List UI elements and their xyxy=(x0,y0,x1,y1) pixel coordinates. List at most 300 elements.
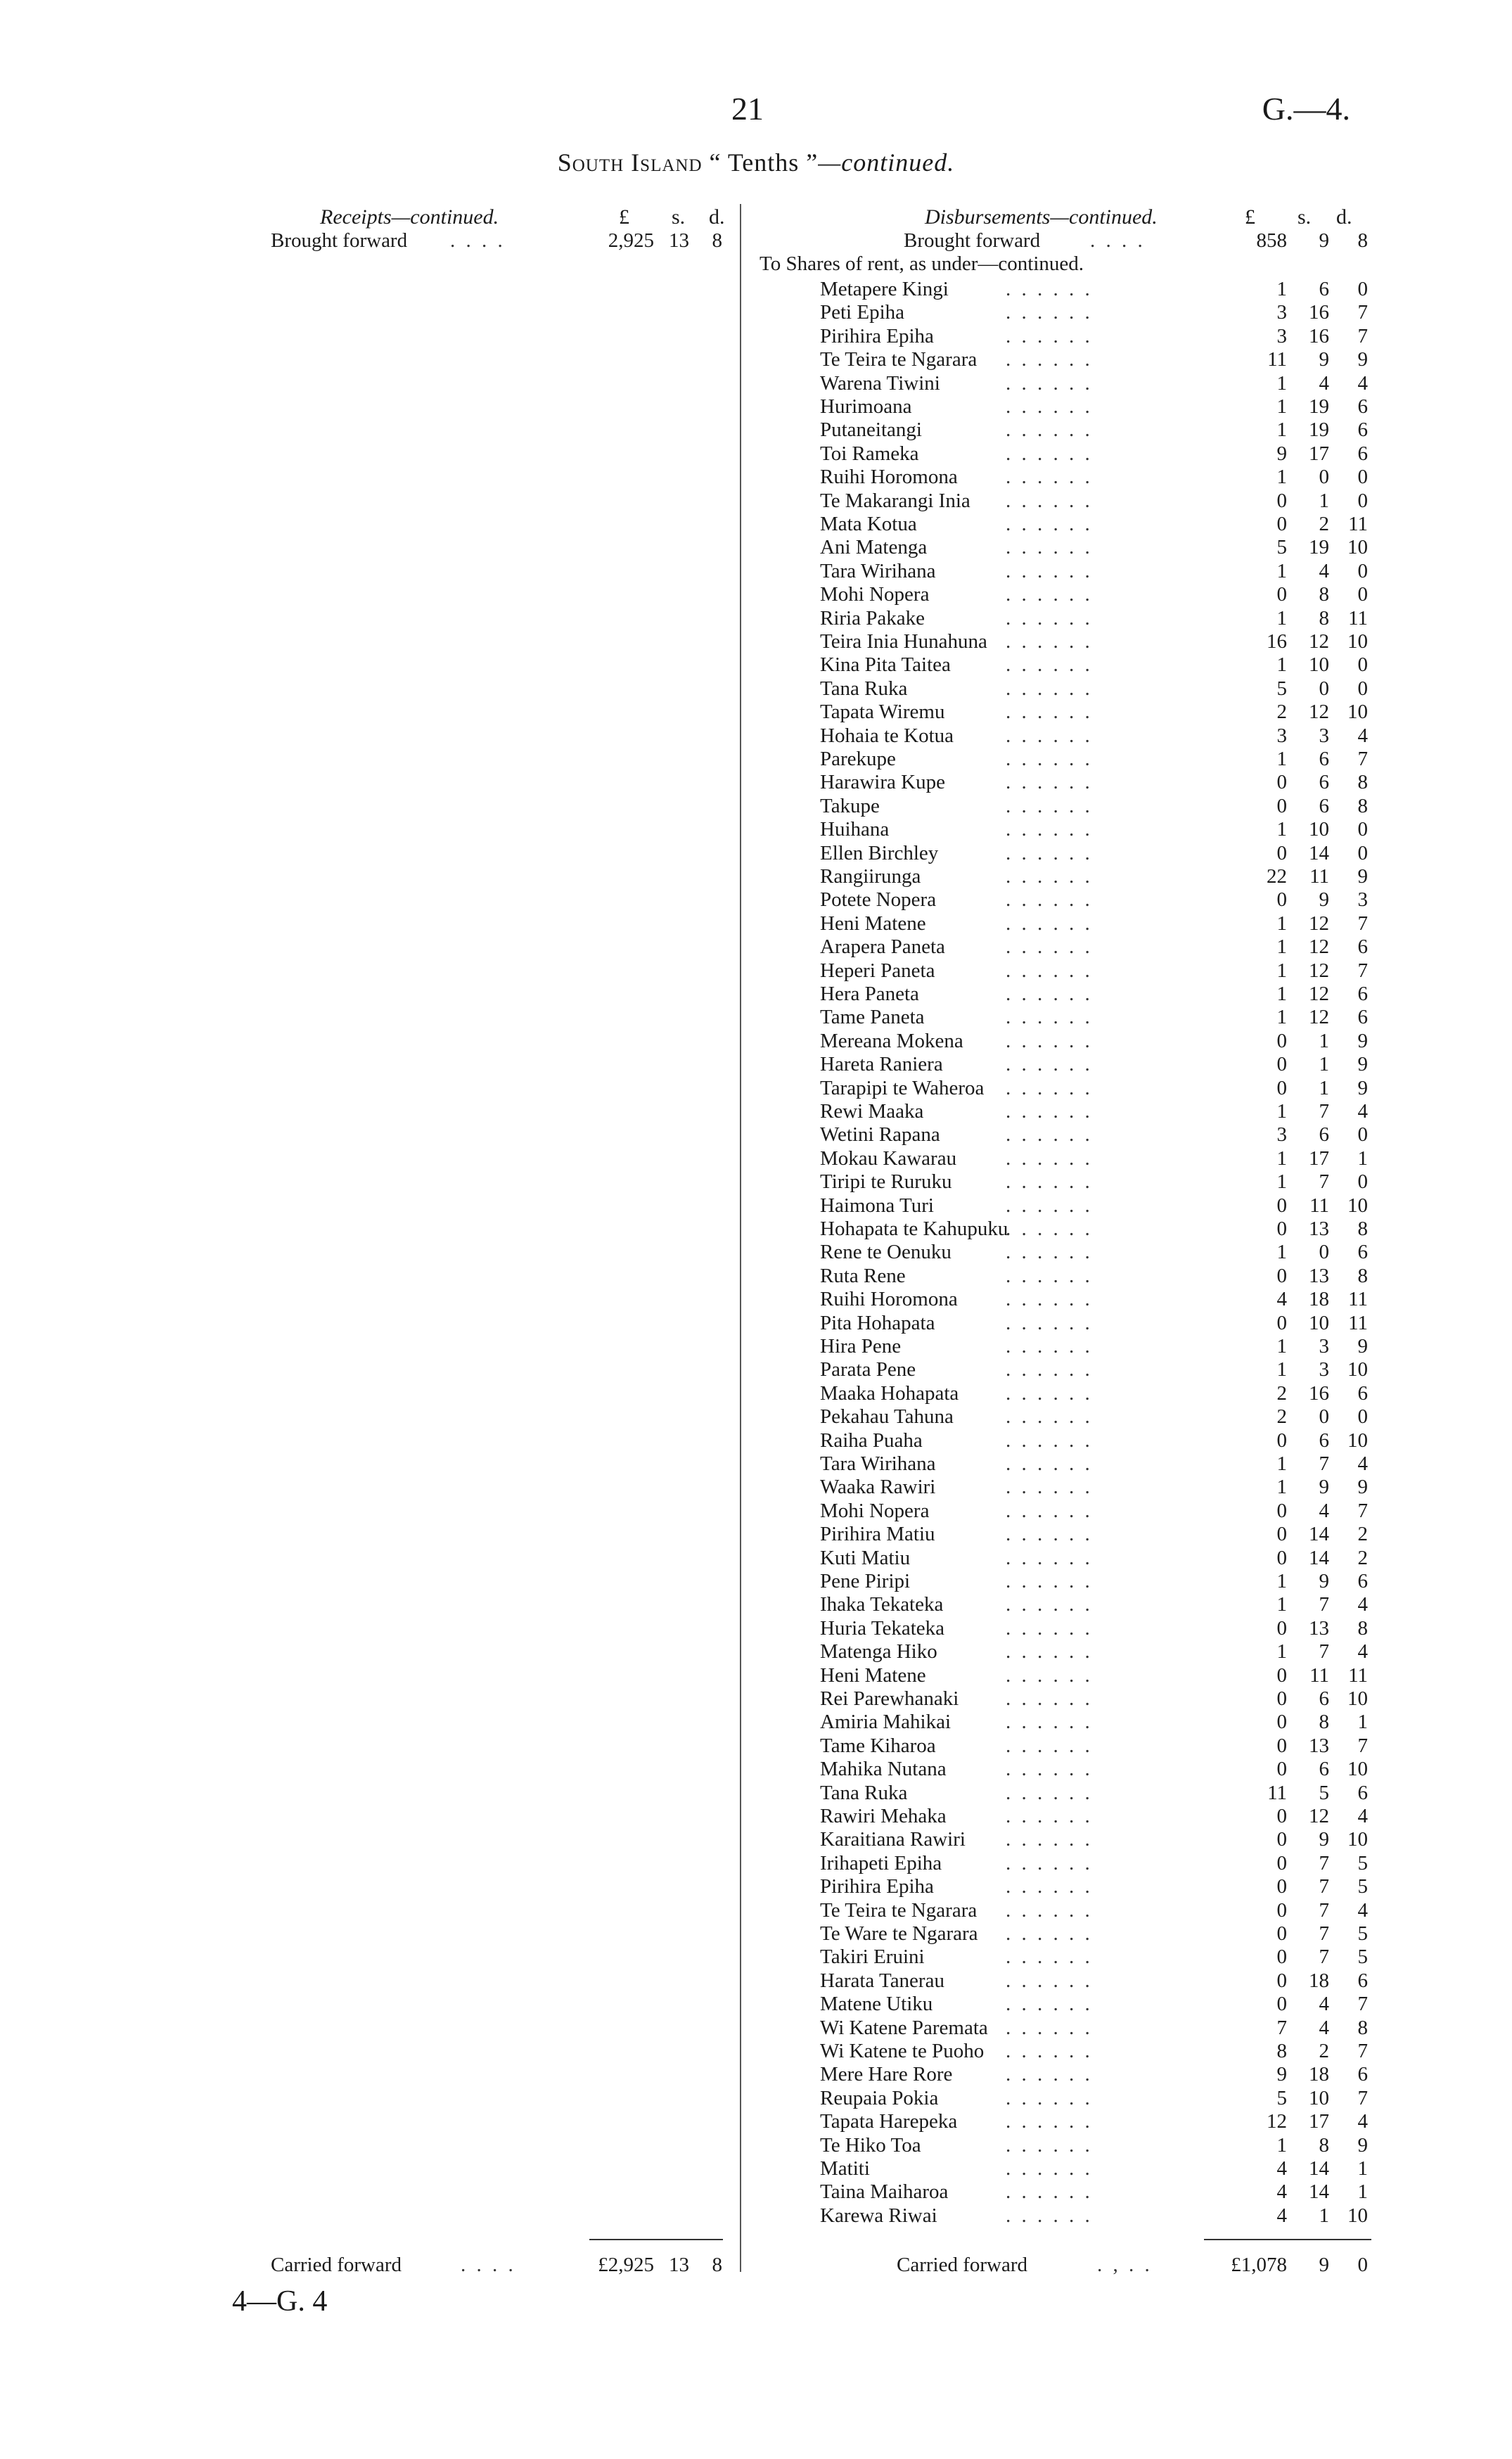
pounds-value: 0 xyxy=(1276,1194,1287,1217)
disbursement-row xyxy=(745,325,1512,348)
payee-name: Putaneitangi xyxy=(820,419,922,442)
pounds-value: 0 xyxy=(1276,1076,1287,1099)
leader-dots: . . . . . . xyxy=(1006,2157,1093,2180)
pence-value: 0 xyxy=(1357,583,1368,606)
pence-value: 0 xyxy=(1357,841,1368,864)
leader-dots: . . . . . . xyxy=(1006,1241,1093,1264)
shillings-value: 3 xyxy=(1319,1335,1329,1358)
leader-dots: . . . . . . xyxy=(1006,395,1093,418)
shillings-value: 1 xyxy=(1319,1029,1329,1052)
pence-value: 9 xyxy=(1357,1076,1368,1099)
pence-value: 10 xyxy=(1347,1758,1368,1781)
pence-value: 7 xyxy=(1357,1734,1368,1757)
leader-dots: . . . . . . xyxy=(1006,301,1093,324)
pence-value: 0 xyxy=(1357,466,1368,489)
disbursement-row xyxy=(745,536,1512,559)
pounds-value: 1 xyxy=(1276,2133,1287,2157)
leader-dots: . . . . . . xyxy=(1006,559,1093,582)
pounds-value: 0 xyxy=(1276,794,1287,817)
leader-dots: . . . . . . xyxy=(1006,1546,1093,1569)
payee-name: Tapata Wiremu xyxy=(820,701,945,724)
leader-dots: . . . . . . xyxy=(1006,1429,1093,1452)
pence-value: 2 xyxy=(1357,1546,1368,1569)
shillings-value: 6 xyxy=(1319,748,1329,770)
disbursement-row xyxy=(745,2063,1512,2086)
pence-value: 1 xyxy=(1357,1147,1368,1170)
payee-name: Kina Pita Taitea xyxy=(820,653,951,677)
leader-dots: . . . . . . xyxy=(1006,606,1093,630)
pounds-value: 22 xyxy=(1267,865,1287,888)
pence-value: 2 xyxy=(1357,1523,1368,1546)
pence-value: 6 xyxy=(1357,983,1368,1005)
pounds-value: 11 xyxy=(1267,348,1287,371)
pence-value: 9 xyxy=(1357,1029,1368,1052)
payee-name: Matiti xyxy=(820,2157,870,2180)
leader-dots: . . . . . . xyxy=(1006,1476,1093,1499)
disbursement-row xyxy=(745,1687,1512,1711)
disbursement-row xyxy=(745,1405,1512,1429)
disbursements-brought-forward-label: Brought forward xyxy=(904,229,1041,252)
pence-value: 1 xyxy=(1357,2180,1368,2204)
pence-value: 7 xyxy=(1357,2040,1368,2062)
pounds-value: 0 xyxy=(1276,1311,1287,1334)
leader-dots: . . . . . . xyxy=(1006,1452,1093,1475)
payee-name: Rewi Maaka xyxy=(820,1100,924,1123)
shillings-value: 14 xyxy=(1309,2180,1329,2204)
disbursement-row xyxy=(745,2110,1512,2133)
disbursement-row xyxy=(745,1782,1512,1805)
pounds-value: 0 xyxy=(1276,1264,1287,1287)
pence-value: 9 xyxy=(1357,348,1368,371)
shillings-value: 16 xyxy=(1309,1381,1329,1405)
shillings-value: 7 xyxy=(1319,1946,1329,1969)
shillings-value: 4 xyxy=(1319,1993,1329,2016)
receipts-brought-forward-shillings: 13 xyxy=(669,229,689,252)
payee-name: Matenga Hiko xyxy=(820,1640,937,1663)
pence-value: 4 xyxy=(1357,1640,1368,1663)
disbursement-row xyxy=(745,1570,1512,1593)
disbursement-row xyxy=(745,1852,1512,1875)
receipts-total-rule xyxy=(589,2239,723,2240)
pounds-value: 1 xyxy=(1276,983,1287,1005)
pounds-value: 1 xyxy=(1276,395,1287,418)
payee-name: Kuti Matiu xyxy=(820,1546,911,1569)
shillings-value: 6 xyxy=(1319,1429,1329,1452)
payee-name: Parata Pene xyxy=(820,1358,916,1381)
shillings-value: 19 xyxy=(1309,536,1329,559)
disbursement-row xyxy=(745,301,1512,324)
disbursement-row xyxy=(745,278,1512,301)
disbursement-row xyxy=(745,1241,1512,1264)
shillings-value: 9 xyxy=(1319,1828,1329,1851)
pounds-value: 1 xyxy=(1276,1335,1287,1358)
pounds-value: 0 xyxy=(1276,1218,1287,1240)
payee-name: Matene Utiku xyxy=(820,1993,933,2016)
pence-value: 4 xyxy=(1357,2110,1368,2133)
pence-value: 8 xyxy=(1357,771,1368,794)
disbursement-row xyxy=(745,748,1512,771)
section-title-suffix: —continued. xyxy=(818,148,955,177)
disbursement-row xyxy=(745,795,1512,818)
leader-dots: . . . . . . xyxy=(1006,1335,1093,1358)
leader-dots: . . . . . . xyxy=(1006,1734,1093,1757)
leader-dots: . . . . . . xyxy=(1006,1029,1093,1052)
pence-value: 11 xyxy=(1348,1663,1368,1687)
pence-value: 0 xyxy=(1357,1123,1368,1147)
payee-name: Mata Kotua xyxy=(820,513,917,535)
leader-dots: . . . . . . xyxy=(1006,1570,1093,1592)
payee-name: Hurimoana xyxy=(820,395,912,418)
pounds-value: 11 xyxy=(1267,1781,1287,1804)
disbursement-row xyxy=(745,442,1512,466)
payee-name: Ellen Birchley xyxy=(820,841,939,864)
shillings-value: 1 xyxy=(1319,1076,1329,1099)
payee-name: Mohi Nopera xyxy=(820,583,930,606)
payee-name: Wi Katene te Puoho xyxy=(820,2040,985,2062)
shillings-value: 1 xyxy=(1319,1053,1329,1076)
receipts-carried-forward-row xyxy=(0,2254,738,2277)
disbursement-row xyxy=(745,1170,1512,1194)
payee-name: Heni Matene xyxy=(820,912,926,935)
payee-name: Waaka Rawiri xyxy=(820,1476,936,1499)
shillings-value: 8 xyxy=(1319,1711,1329,1734)
receipts-carried-forward-pounds: £2,925 xyxy=(598,2254,654,2276)
leader-dots: . . . . . . xyxy=(1006,324,1093,347)
disbursement-row xyxy=(745,630,1512,653)
footer-code: 4—G. 4 xyxy=(232,2285,328,2318)
leader-dots: . . . . . . xyxy=(1006,583,1093,606)
payee-name: Metapere Kingi xyxy=(820,278,949,300)
payee-name: Hira Pene xyxy=(820,1335,902,1358)
pounds-value: 0 xyxy=(1276,1663,1287,1687)
leader-dots: . . . . . . xyxy=(1006,1593,1093,1616)
shillings-value: 7 xyxy=(1319,1922,1329,1945)
payee-name: Karewa Riwai xyxy=(820,2204,937,2227)
shillings-value: 1 xyxy=(1319,2204,1329,2227)
leader-dots: . . . . . . xyxy=(1006,677,1093,700)
receipts-brought-forward-pounds: 2,925 xyxy=(608,229,654,252)
shillings-value: 9 xyxy=(1319,348,1329,371)
disbursement-row xyxy=(745,1335,1512,1358)
leader-dots: . . . . . . xyxy=(1006,1851,1093,1874)
disbursement-row xyxy=(745,1147,1512,1170)
disbursement-row xyxy=(745,865,1512,888)
leader-dots: . . . . . . xyxy=(1006,1264,1093,1287)
pounds-value: 2 xyxy=(1276,701,1287,724)
payee-name: Huihana xyxy=(820,818,890,841)
payee-name: Pita Hohapata xyxy=(820,1311,935,1334)
disbursement-row xyxy=(745,1030,1512,1053)
shillings-value: 7 xyxy=(1319,1170,1329,1194)
pounds-value: 1 xyxy=(1276,1593,1287,1616)
disbursements-carried-forward-label: Carried forward xyxy=(897,2254,1027,2276)
leader-dots: . . . . . . xyxy=(1006,1663,1093,1687)
payee-name: Hohaia te Kotua xyxy=(820,724,954,747)
shillings-value: 6 xyxy=(1319,1758,1329,1781)
shares-of-rent-label: To Shares of rent, as under—continued. xyxy=(760,253,1084,275)
pounds-value: 4 xyxy=(1276,2157,1287,2180)
payee-name: Taina Maiharoa xyxy=(820,2180,949,2204)
shillings-value: 13 xyxy=(1309,1218,1329,1240)
pounds-value: 0 xyxy=(1276,1993,1287,2016)
pounds-value: 4 xyxy=(1276,2180,1287,2204)
leader-dots: . . . . . . xyxy=(1006,724,1093,747)
shillings-value: 4 xyxy=(1319,1499,1329,1522)
disbursements-brought-forward-shillings: 9 xyxy=(1319,229,1329,252)
disbursement-row xyxy=(745,1899,1512,1922)
disbursement-row xyxy=(745,1382,1512,1405)
pence-value: 7 xyxy=(1357,324,1368,347)
disbursement-row xyxy=(745,1805,1512,1828)
pence-value: 4 xyxy=(1357,724,1368,747)
shillings-value: 9 xyxy=(1319,888,1329,912)
disbursements-carried-forward-row xyxy=(745,2254,1512,2277)
shillings-value: 11 xyxy=(1309,1663,1329,1687)
payee-name: Toi Rameka xyxy=(820,442,919,465)
disbursement-row xyxy=(745,983,1512,1006)
leader-dots: . . . . . . xyxy=(1006,1053,1093,1076)
disbursements-total-rule xyxy=(1204,2239,1371,2240)
disbursement-row xyxy=(745,1077,1512,1100)
disbursement-row xyxy=(745,2180,1512,2204)
disbursement-row xyxy=(745,1476,1512,1499)
pounds-value: 0 xyxy=(1276,1969,1287,1992)
pence-value: 6 xyxy=(1357,2063,1368,2086)
shillings-value: 10 xyxy=(1309,818,1329,841)
leader-dots: . . . . . . xyxy=(1006,1898,1093,1922)
disbursement-row xyxy=(745,1523,1512,1546)
pence-value: 7 xyxy=(1357,1499,1368,1522)
leader-dots: . . . . . . xyxy=(1006,371,1093,395)
leader-dots: . . . . . . xyxy=(1006,1381,1093,1405)
payee-name: Mere Hare Rore xyxy=(820,2063,953,2086)
column-divider xyxy=(740,204,741,2272)
pounds-value: 1 xyxy=(1276,748,1287,770)
payee-name: Riria Pakake xyxy=(820,606,925,630)
pence-value: 8 xyxy=(1357,1616,1368,1640)
receipts-carried-forward-shillings: 13 xyxy=(669,2254,689,2276)
disbursement-row xyxy=(745,2017,1512,2040)
disbursement-row xyxy=(745,1735,1512,1758)
pence-value: 6 xyxy=(1357,395,1368,418)
pounds-value: 0 xyxy=(1276,1828,1287,1851)
disbursement-row xyxy=(745,560,1512,583)
disbursement-row xyxy=(745,583,1512,606)
shillings-value: 8 xyxy=(1319,2133,1329,2157)
pounds-value: 0 xyxy=(1276,1758,1287,1781)
disbursements-shillings-col: s. xyxy=(1298,205,1312,229)
pounds-value: 1 xyxy=(1276,912,1287,935)
pence-value: 8 xyxy=(1357,794,1368,817)
pence-value: 7 xyxy=(1357,748,1368,770)
leader-dots: . . . . . . xyxy=(1006,536,1093,559)
leader-dots: . . . . . . xyxy=(1006,442,1093,465)
payee-name: Potete Nopera xyxy=(820,888,937,912)
disbursement-row xyxy=(745,677,1512,701)
disbursement-row xyxy=(745,1194,1512,1218)
shillings-value: 3 xyxy=(1319,724,1329,747)
shillings-value: 12 xyxy=(1309,935,1329,959)
pence-value: 5 xyxy=(1357,1851,1368,1874)
pounds-value: 0 xyxy=(1276,1523,1287,1546)
disbursement-row xyxy=(745,1969,1512,1993)
payee-name: Rangiirunga xyxy=(820,865,921,888)
payee-name: Wetini Rapana xyxy=(820,1123,940,1147)
leader-dots: . . . . . . xyxy=(1006,1170,1093,1194)
section-title xyxy=(0,148,1512,177)
disbursement-row xyxy=(745,1922,1512,1946)
leader-dots: . . . . . . xyxy=(1006,701,1093,724)
pounds-value: 1 xyxy=(1276,371,1287,395)
pounds-value: 3 xyxy=(1276,1123,1287,1147)
shillings-value: 6 xyxy=(1319,771,1329,794)
pence-value: 1 xyxy=(1357,1711,1368,1734)
shillings-value: 12 xyxy=(1309,701,1329,724)
shillings-value: 12 xyxy=(1309,630,1329,653)
pounds-value: 0 xyxy=(1276,1499,1287,1522)
disbursement-row xyxy=(745,842,1512,865)
shillings-value: 19 xyxy=(1309,419,1329,442)
disbursement-row xyxy=(745,490,1512,513)
leader-dots: . . . . . . xyxy=(1006,1499,1093,1522)
receipts-shillings-col: s. xyxy=(672,205,686,229)
pence-value: 4 xyxy=(1357,1805,1368,1827)
shillings-value: 13 xyxy=(1309,1734,1329,1757)
disbursement-row xyxy=(745,1218,1512,1241)
pounds-value: 2 xyxy=(1276,1405,1287,1429)
pence-value: 9 xyxy=(1357,1476,1368,1499)
pence-value: 10 xyxy=(1347,1687,1368,1710)
payee-name: Hohapata te Kahupuku xyxy=(820,1218,1008,1240)
shillings-value: 12 xyxy=(1309,912,1329,935)
section-title-quoted: “ Tenths ” xyxy=(709,148,819,177)
disbursement-row xyxy=(745,724,1512,748)
pence-value: 7 xyxy=(1357,912,1368,935)
leader-dots: . . . . . . xyxy=(1006,2180,1093,2204)
disbursement-row xyxy=(745,1452,1512,1476)
shillings-value: 6 xyxy=(1319,1687,1329,1710)
payee-name: Rei Parewhanaki xyxy=(820,1687,959,1710)
pence-value: 10 xyxy=(1347,1194,1368,1217)
shillings-value: 10 xyxy=(1309,1311,1329,1334)
leader-dots: . . . . . . xyxy=(1006,1006,1093,1029)
disbursement-row xyxy=(745,1711,1512,1734)
payee-name: Tiripi te Ruruku xyxy=(820,1170,952,1194)
payee-name: Haimona Turi xyxy=(820,1194,934,1217)
payee-name: Heni Matene xyxy=(820,1663,926,1687)
disbursement-row xyxy=(745,888,1512,912)
pounds-value: 0 xyxy=(1276,1946,1287,1969)
receipts-carried-forward-dots: . . . . xyxy=(461,2254,516,2276)
disbursement-row xyxy=(745,1288,1512,1311)
leader-dots: . . . . . . xyxy=(1006,1805,1093,1827)
leader-dots: . . . . . . xyxy=(1006,1969,1093,1992)
disbursement-row xyxy=(745,1500,1512,1523)
pounds-value: 1 xyxy=(1276,1452,1287,1475)
disbursement-row xyxy=(745,701,1512,724)
pence-value: 6 xyxy=(1357,1241,1368,1264)
pounds-value: 0 xyxy=(1276,513,1287,535)
leader-dots: . . . . . . xyxy=(1006,983,1093,1005)
payee-name: Amiria Mahikai xyxy=(820,1711,952,1734)
pence-value: 8 xyxy=(1357,1218,1368,1240)
receipts-carried-forward-pence: 8 xyxy=(712,2254,722,2276)
pence-value: 0 xyxy=(1357,489,1368,512)
leader-dots: . . . . . . xyxy=(1006,959,1093,982)
pounds-value: 8 xyxy=(1276,2040,1287,2062)
leader-dots: . . . . . . xyxy=(1006,489,1093,512)
shillings-value: 0 xyxy=(1319,1241,1329,1264)
payee-name: Harawira Kupe xyxy=(820,771,945,794)
disbursement-row xyxy=(745,1265,1512,1288)
disbursement-row xyxy=(745,2040,1512,2063)
pounds-value: 12 xyxy=(1267,2110,1287,2133)
shillings-value: 7 xyxy=(1319,1593,1329,1616)
disbursement-row xyxy=(745,1429,1512,1452)
disbursement-row xyxy=(745,348,1512,371)
leader-dots: . . . . . . xyxy=(1006,1687,1093,1710)
receipts-pounds-col: £ xyxy=(619,205,629,229)
pounds-value: 1 xyxy=(1276,1241,1287,1264)
pounds-value: 0 xyxy=(1276,1851,1287,1874)
leader-dots: . . . . . . xyxy=(1006,630,1093,653)
payee-name: Takupe xyxy=(820,794,880,817)
shillings-value: 16 xyxy=(1309,301,1329,324)
pounds-value: 0 xyxy=(1276,888,1287,912)
payee-name: Te Makarangi Inia xyxy=(820,489,970,512)
leader-dots: . . . . . . xyxy=(1006,1147,1093,1170)
pounds-value: 0 xyxy=(1276,489,1287,512)
payee-name: Ani Matenga xyxy=(820,536,928,559)
disbursements-pence-col: d. xyxy=(1336,205,1352,229)
payee-name: Ihaka Tekateka xyxy=(820,1593,944,1616)
disbursement-row xyxy=(745,2204,1512,2228)
payee-name: Mereana Mokena xyxy=(820,1029,963,1052)
leader-dots: . . . . . . xyxy=(1006,1616,1093,1640)
pence-value: 5 xyxy=(1357,1922,1368,1945)
shillings-value: 5 xyxy=(1319,1781,1329,1804)
shillings-value: 17 xyxy=(1309,1147,1329,1170)
pence-value: 10 xyxy=(1347,536,1368,559)
pounds-value: 1 xyxy=(1276,1006,1287,1029)
shillings-value: 10 xyxy=(1309,2086,1329,2109)
leader-dots: . . . . . . xyxy=(1006,1405,1093,1429)
pounds-value: 1 xyxy=(1276,1358,1287,1381)
pence-value: 11 xyxy=(1348,513,1368,535)
shillings-value: 18 xyxy=(1309,2063,1329,2086)
pounds-value: 3 xyxy=(1276,301,1287,324)
payee-name: Tana Ruka xyxy=(820,677,908,700)
pence-value: 11 xyxy=(1348,1311,1368,1334)
pence-value: 9 xyxy=(1357,865,1368,888)
pence-value: 6 xyxy=(1357,1006,1368,1029)
disbursement-row xyxy=(745,959,1512,983)
payee-name: Te Ware te Ngarara xyxy=(820,1922,978,1945)
leader-dots: . . . . . . xyxy=(1006,888,1093,912)
pence-value: 9 xyxy=(1357,1335,1368,1358)
pence-value: 6 xyxy=(1357,1969,1368,1992)
pounds-value: 5 xyxy=(1276,536,1287,559)
shillings-value: 0 xyxy=(1319,677,1329,700)
receipts-brought-forward-pence: 8 xyxy=(712,229,722,252)
pence-value: 10 xyxy=(1347,701,1368,724)
shillings-value: 10 xyxy=(1309,653,1329,677)
shillings-value: 16 xyxy=(1309,324,1329,347)
pence-value: 6 xyxy=(1357,1570,1368,1592)
receipts-header: Receipts—continued. xyxy=(320,205,499,229)
pounds-value: 0 xyxy=(1276,583,1287,606)
shillings-value: 18 xyxy=(1309,1969,1329,1992)
